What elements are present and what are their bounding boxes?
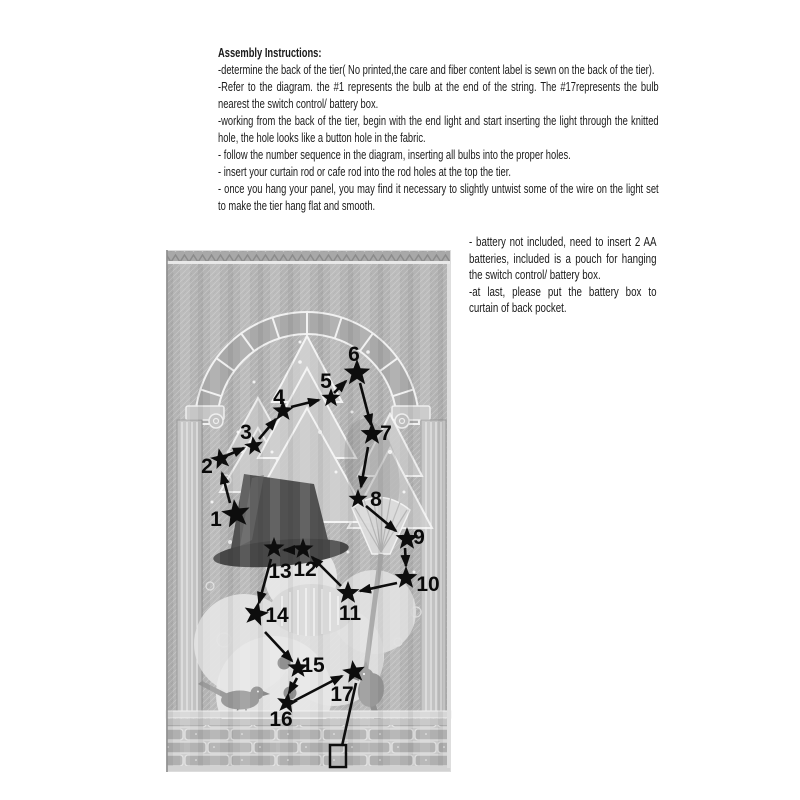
instruction-paragraph-5: - insert your curtain rod or cafe rod into the rod holes at the top the tier.	[218, 164, 511, 179]
bulb-number-16: 16	[269, 708, 293, 731]
sequence-arrow	[405, 548, 406, 566]
bulb-number-10: 10	[416, 573, 440, 596]
bulb-number-12: 12	[293, 558, 317, 581]
bulb-number-7: 7	[380, 422, 392, 445]
bulb-number-3: 3	[240, 421, 252, 444]
bulb-number-5: 5	[320, 370, 332, 393]
bulb-number-8: 8	[370, 488, 382, 511]
curtain-top-ruffle	[166, 250, 451, 261]
bulb-number-1: 1	[210, 508, 222, 531]
bulb-number-13: 13	[268, 560, 292, 583]
bulb-number-9: 9	[413, 526, 425, 549]
instruction-paragraph-3: -working from the back of the tier, begin with the end light and start inserting the light through the knitted hole, the hole looks like a button hole in the fabric.	[218, 113, 659, 145]
bulb-number-11: 11	[338, 602, 362, 625]
bulb-number-6: 6	[348, 343, 360, 366]
battery-note-paragraph-1: - battery not included, need to insert 2 AA batteries, included is a pouch for hanging the switch control/ battery box.	[469, 234, 657, 282]
instruction-paragraph-2: -Refer to the diagram. the #1 represents the bulb at the end of the string. The #17represents the bulb nearest the switch control/ battery box.	[218, 79, 659, 111]
bulb-number-2: 2	[201, 455, 213, 478]
instruction-paragraph-4: - follow the number sequence in the diagram, inserting all bulbs into the proper holes.	[218, 147, 571, 162]
instruction-paragraph-1: -determine the back of the tier( No printed,the care and fiber content label is sewn on the back of the tier).	[218, 62, 655, 77]
rod-pocket-seam	[166, 261, 451, 264]
battery-note-paragraph-2: -at last, please put the battery box to curtain of back pocket.	[469, 283, 657, 315]
instructions-title: Assembly Instructions:	[218, 45, 322, 60]
bulb-number-14: 14	[265, 604, 289, 627]
bulb-number-17: 17	[330, 683, 354, 706]
bulb-number-15: 15	[301, 654, 325, 677]
bulb-number-4: 4	[273, 386, 285, 409]
instruction-paragraph-6: - once you hang your panel, you may find it necessary to slightly untwist some of the wire on the light set to make the tier hang flat and smooth.	[218, 181, 659, 213]
